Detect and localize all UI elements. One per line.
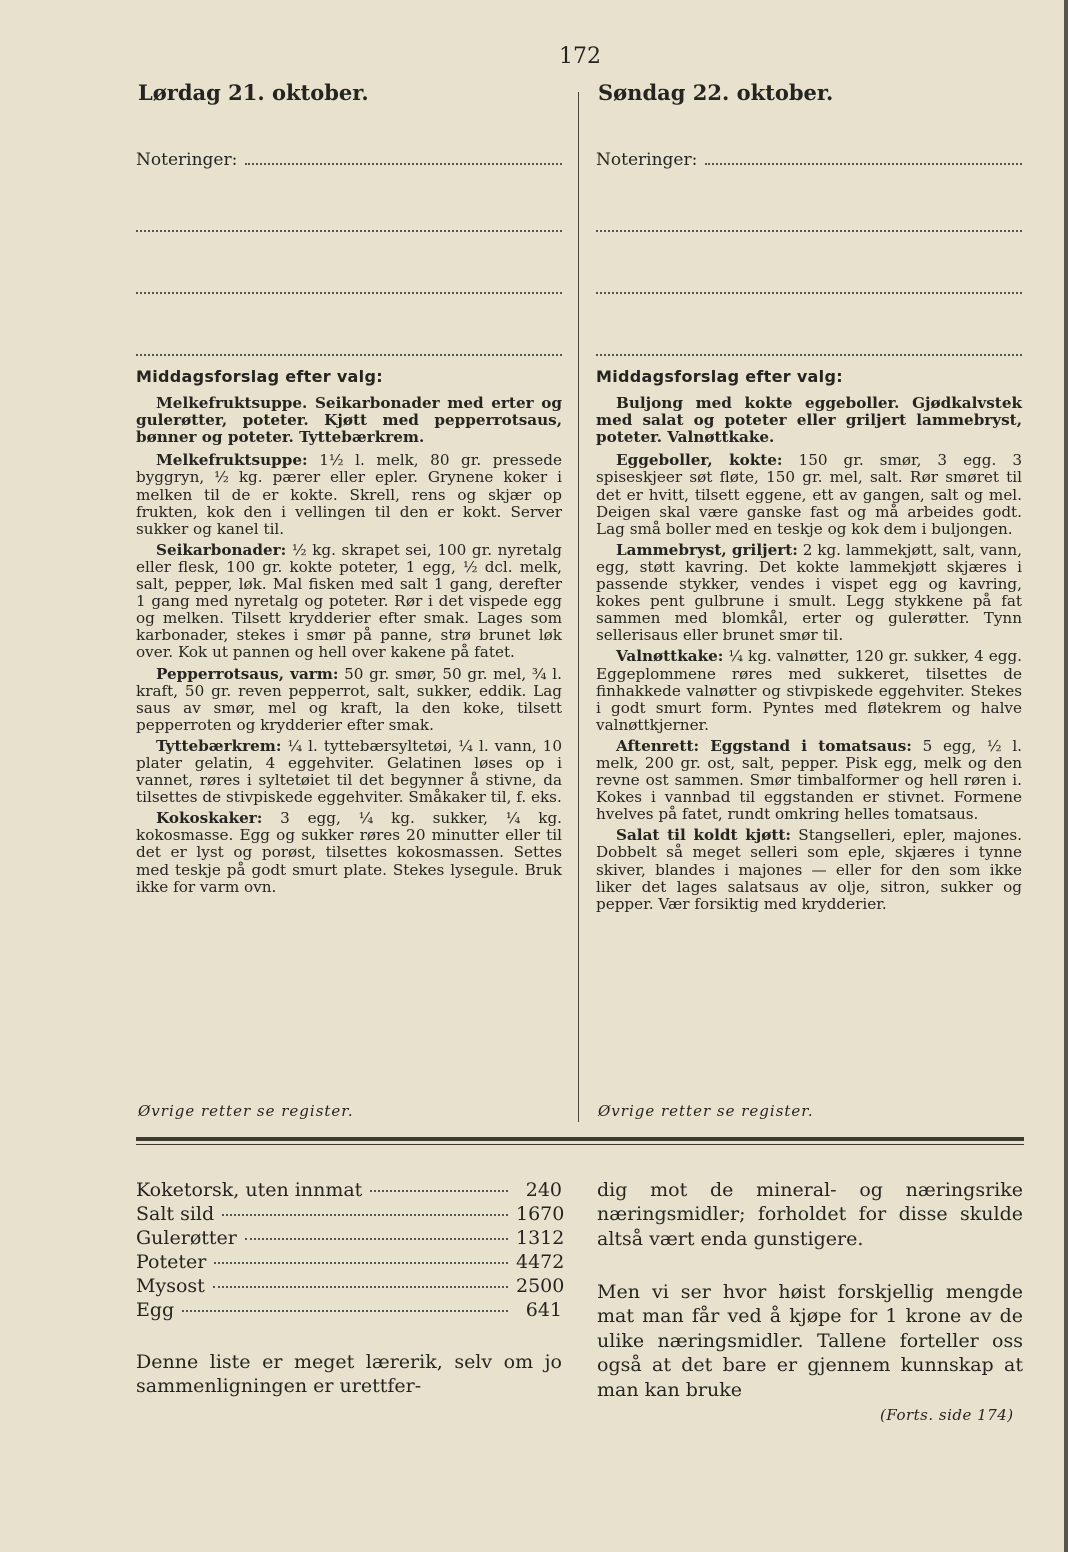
notes-line xyxy=(705,161,1022,165)
notes-label: Noteringer: xyxy=(596,150,698,170)
recipe-title: Pepperrotsaus, varm: xyxy=(156,664,339,683)
table-row xyxy=(136,1298,562,1322)
table-item-value: 4472 xyxy=(516,1251,565,1273)
notes-line xyxy=(136,352,562,356)
table-item-name: Mysost xyxy=(136,1275,205,1297)
page-number: 172 xyxy=(559,44,601,69)
recipe-text: ¼ l. tyttebærsyltetøi, ¼ l. vann, 10 plater gelatin, 4 eggehviter. Gelatinen løses op i vannet, røres i syltetøiet til det begynner å stivne, da tilsettes de stivpiskede eggehviter. Småkaker til, f. eks. xyxy=(136,736,562,807)
recipe xyxy=(596,648,1022,733)
recipe xyxy=(596,542,1022,645)
recipe xyxy=(596,827,1022,912)
table-item-value: 2500 xyxy=(516,1275,565,1297)
recipe-title: Lammebryst, griljert: xyxy=(616,540,798,559)
section-divider-thin xyxy=(136,1144,1024,1145)
table-item-name: Gulerøtter xyxy=(136,1227,237,1249)
recipe-title: Kokoskaker: xyxy=(156,809,263,828)
recipe-title: Aftenrett: Eggstand i tomatsaus: xyxy=(616,736,912,755)
leader-dots xyxy=(222,1213,508,1216)
notes-line xyxy=(596,290,1022,294)
menu-intro: Buljong med kokte eggeboller. Gjødkalvstek med salat og poteter eller griljert lammebryst, poteter. Valnøttkake. xyxy=(596,394,1022,447)
recipe-text: 3 egg, ¼ kg. sukker, ¼ kg. kokosmasse. Egg og sukker røres 20 minutter eller til det er lyst og porøst, tilsettes kokosmassen. Settes med teskje på godt smurt plate. Stekes lysegule. Bruk ikke for varm ovn. xyxy=(136,809,563,896)
recipe xyxy=(136,810,562,895)
menu-intro: Melkefruktsuppe. Seikarbonader med erter og gulerøtter, poteter. Kjøtt med pepperrotsaus, bønner og poteter. Tyttebærkrem. xyxy=(136,394,562,447)
recipe-text: Stangselleri, epler, majones. Dobbelt så meget selleri som eple, skjæres i tynne skiver, blandes i majones — eller for den som ikke liker det lages salatsaus av olje, sitron, sukker og pepper. Vær forsiktig med krydderier. xyxy=(596,826,1023,913)
notes-line xyxy=(136,228,562,232)
table-item-name: Poteter xyxy=(136,1251,207,1273)
recipe-title: Valnøttkake: xyxy=(616,647,724,666)
recipe-text: 5 egg, ½ l. melk, 200 gr. ost, salt, pepper. Pisk egg, melk og den revne ost sammen. Smør timbalformer og hell røren i. Kokes i vannbad til eggstanden er stivnet. Formene hvelves på fatet, rundt omkring helles tomatsaus. xyxy=(596,736,1023,824)
recipe-title: Tyttebærkrem: xyxy=(156,736,282,755)
recipe xyxy=(596,738,1022,823)
recipe-text: 2 kg. lammekjøtt, salt, vann, egg, støtt kavring. Det kokte lammekjøtt skjæres i passende stykker, vendes i vispet egg og kavring, kokes pent gulbrune i smult. Legg stykkene på fat sammen med blomkål, erter og gulerøtter. Tynn sellerisaus eller brunet smør til. xyxy=(596,540,1022,645)
recipe-text: ½ kg. skrapet sei, 100 gr. nyretalg eller flesk, 100 gr. kokte poteter, 1 egg, ½ dcl. melk, salt, pepper, løk. Mal fisken med salt 1 gang, derefter 1 gang med nyretalg og poteter. Rør i det vispede egg og melken. Tilsett krydderier efter smak. Lages som karbonader, stekes i smør på panne, strø brunet løk over. Kok ut pannen og hell over kakene på fatet. xyxy=(136,540,562,662)
notes-right xyxy=(596,150,1022,356)
menu-heading: Middagsforslag efter valg: xyxy=(596,367,843,386)
table-item-value: 641 xyxy=(525,1299,562,1321)
table-row xyxy=(136,1226,565,1250)
recipe-title: Seikarbonader: xyxy=(156,540,287,559)
leader-dots xyxy=(370,1189,508,1192)
leader-dots xyxy=(182,1309,508,1312)
paragraph: dig mot de mineral- og næringsrike næringsmidler; forholdet for disse skulde altså vært enda gunstigere. xyxy=(597,1179,1023,1250)
recipe-title: Eggeboller, kokte: xyxy=(616,451,783,470)
recipe xyxy=(136,452,562,537)
page-edge xyxy=(1064,0,1068,1552)
notes-line xyxy=(596,352,1022,356)
recipe xyxy=(136,542,562,662)
recipe xyxy=(596,452,1022,537)
section-divider-thick xyxy=(136,1137,1024,1141)
table-row xyxy=(136,1178,562,1202)
table-row xyxy=(136,1274,565,1298)
recipe-text: 150 gr. smør, 3 egg. 3 spiseskjeer søt fløte, 150 gr. mel, salt. Rør smøret til det er hvitt, tilsett eggene, ett av gangen, salt og mel. Deigen skal være ganske fast og må arbeides godt. Lag små boller med en teskje og kok dem i buljongen. xyxy=(596,451,1022,538)
paragraph: Denne liste er meget lærerik, selv om jo sammenligningen er urettfer- xyxy=(136,1351,562,1398)
body-text-right-2 xyxy=(597,1280,1023,1402)
table-item-value: 1312 xyxy=(516,1227,565,1249)
date-left: Lørdag 21. oktober. xyxy=(138,80,369,105)
recipe-title: Salat til koldt kjøtt: xyxy=(616,826,792,845)
register-note-left: Øvrige retter se register. xyxy=(138,1102,354,1120)
table-item-name: Egg xyxy=(136,1299,175,1321)
recipe-text: ¼ kg. valnøtter, 120 gr. sukker, 4 egg. Eggeplommene røres med sukkeret, tilsettes de finhakkede valnøtter og stivpiskede eggehviter. Stekes i godt smurt form. Pyntes med fløtekrem og halve valnøttkjerner. xyxy=(596,647,1023,734)
body-text-right-1 xyxy=(597,1178,1023,1251)
column-divider xyxy=(578,92,579,1122)
table-item-name: Koketorsk, uten innmat xyxy=(136,1179,363,1201)
table-item-value: 1670 xyxy=(516,1203,565,1225)
date-right: Søndag 22. oktober. xyxy=(598,80,834,105)
body-text-left xyxy=(136,1350,562,1399)
table-row xyxy=(136,1250,565,1274)
notes-line xyxy=(245,161,562,165)
notes-label: Noteringer: xyxy=(136,150,238,170)
recipe xyxy=(136,666,562,734)
leader-dots xyxy=(214,1261,508,1264)
menu-left xyxy=(136,368,562,900)
continued-note: (Forts. side 174) xyxy=(880,1406,1014,1424)
recipe xyxy=(136,738,562,806)
notes-left xyxy=(136,150,562,356)
menu-heading: Middagsforslag efter valg: xyxy=(136,367,383,386)
register-note-right: Øvrige retter se register. xyxy=(598,1102,814,1120)
table-row xyxy=(136,1202,565,1226)
leader-dots xyxy=(213,1285,508,1288)
paragraph: Men vi ser hvor høist forskjellig mengde mat man får ved å kjøpe for 1 krone av de ulike næringsmidler. Tallene forteller oss også at det bare er gjennem kunnskap at man kan bruke xyxy=(597,1281,1023,1401)
table-item-name: Salt sild xyxy=(136,1203,215,1225)
food-value-table xyxy=(136,1178,565,1322)
table-item-value: 240 xyxy=(525,1179,562,1201)
recipe-text: 1½ l. melk, 80 gr. pressede byggryn, ½ kg. pærer eller epler. Grynene koker i melken til de er kokte. Skrell, rens og skjær op frukten, kok den i vellingen til den er kokt. Server sukker og kanel til. xyxy=(136,451,562,538)
recipe-text: 50 gr. smør, 50 gr. mel, ¾ l. kraft, 50 gr. reven pepperrot, salt, sukker, eddik. Lag saus av smør, mel og kraft, la den koke, tilsett pepperroten og krydderier efter smak. xyxy=(136,664,562,734)
menu-right xyxy=(596,368,1022,917)
notes-line xyxy=(136,290,562,294)
notes-line xyxy=(596,228,1022,232)
recipe-title: Melkefruktsuppe: xyxy=(156,451,308,470)
leader-dots xyxy=(245,1237,508,1240)
